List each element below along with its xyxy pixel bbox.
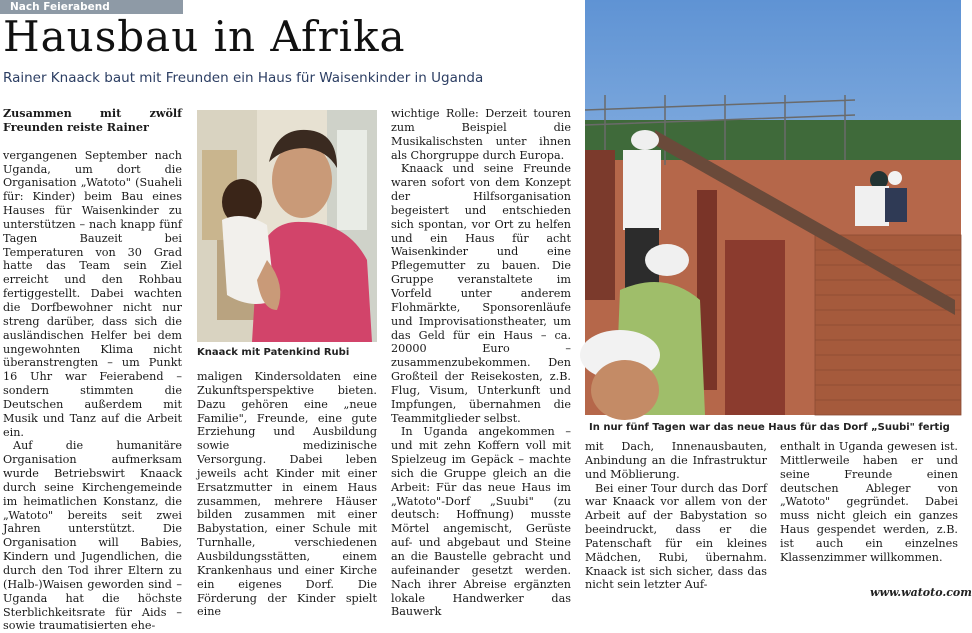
paragraph: vergangenen September nach Uganda, um dort die Organisation „Watoto" (Suaheli für: Kinder) beim Bau eines Hauses für Waisenkinder zu unterstützen – nach knapp fünf Tagen Bauzeit bei Temperaturen von 30 Grad hatte das Team sein Ziel erreicht und den Rohbau fertiggestellt. Dabei wachten die Dorfbewohner nicht nur streng darüber, dass sich die ausländischen Helfer bei dem ungewohnten Klima nicht überanstrengten – um Punkt 16 Uhr war Feierabend – sondern stimmten die Deutschen außerdem mit Musik und Tanz auf die Arbeit ein.: [3, 148, 182, 439]
paragraph: enthalt in Uganda gewesen ist. Mittlerweile haben er und seine Freunde einen deutschen Ableger von „Watoto" gegründet. Dabei muss nicht gleich ein ganzes Haus gespendet werden, z.B. ist auch ein einzelnes Klassenzimmer willkommen.: [780, 440, 958, 564]
footer-url: www.watoto.com: [870, 586, 972, 599]
column-1: [3, 107, 182, 633]
paragraph: Knaack und seine Freunde waren sofort von dem Konzept der Hilfsorganisation begeistert und entschieden sich spontan, vor Ort zu helfen und ein Haus für acht Waisenkinder und eine Pflegemutter zu bauen. Die Gruppe veranstaltete im Vorfeld unter anderem Flohmärkte, Sponsorenläufe und Improvisationstheater, um das Geld für ein Haus – ca. 20000 Euro – zusammenzubekommen. Den Großteil der Reisekosten, z.B. Flug, Visum, Unterkunft und Impfungen, übernahmen die Teammitglieder selbst.: [391, 162, 571, 425]
photo-knaack-with-child: [197, 110, 377, 342]
paragraph: Bei einer Tour durch das Dorf war Knaack vor allem von der Arbeit auf der Babystation so beeindruckt, dass er die Patenschaft für ein kleines Mädchen, Rubi, übernahm. Knaack ist sich sicher, dass das nicht sein letzter Auf-: [585, 481, 767, 592]
paragraph: Auf die humanitäre Organisation aufmerksam wurde Betriebswirt Knaack durch seine Kirchengemeinde im heimatlichen Konstanz, die „Watoto" bereits seit zwei Jahren unterstützt. Die Organisation will Babies, Kindern und Jugendlichen, die durch den Tod ihrer Eltern zu (Halb-)Waisen geworden sind – Uganda hat die höchste Sterblichkeitsrate für Aids – sowie traumatisierten ehe-: [3, 439, 182, 633]
photo2-caption: In nur fünf Tagen war das neue Haus für das Dorf „Suubi" fertig: [589, 422, 950, 433]
photo-construction-site: [585, 0, 961, 415]
subheadline: Rainer Knaack baut mit Freunden ein Haus für Waisenkinder in Uganda: [3, 70, 484, 86]
section-tag: Nach Feierabend: [0, 0, 183, 14]
column-4: [585, 440, 767, 592]
paragraph: mit Dach, Innenausbauten, Anbindung an die Infrastruktur und Möblierung.: [585, 440, 767, 481]
headline: Hausbau in Afrika: [3, 12, 406, 61]
paragraph: In Uganda angekommen – und mit zehn Koffern voll mit Spielzeug im Gepäck – machte sich die Gruppe gleich an die Arbeit: Für das neue Haus im „Watoto"-Dorf „Suubi" (zu deutsch: Hoffnung) musste Mörtel angemischt, Gerüste auf- und abgebaut und Steine an die Baustelle gebracht und aufeinander gesetzt werden. Nach ihrer Abreise ergänzten lokale Handwerker das Bauwerk: [391, 425, 571, 619]
photo1-caption: Knaack mit Patenkind Rubi: [197, 347, 350, 358]
column-5: [780, 440, 958, 565]
paragraph: Zusammen mit zwölf Freunden reiste Rainer: [3, 106, 182, 134]
paragraph: wichtige Rolle: Derzeit touren zum Beispiel die Musikalischsten unter ihnen als Chorgruppe durch Europa.: [391, 107, 571, 162]
paragraph: maligen Kindersoldaten eine Zukunftsperspektive bieten. Dazu gehören eine „neue Familie", Freunde, eine gute Erziehung und Ausbildung sowie medizinische Versorgung. Dabei leben jeweils acht Kinder mit einer Ersatzmutter in einem Haus zusammen, mehrere Häuser bilden zusammen mit einer Babystation, einer Schule mit Turnhalle, verschiedenen Ausbildungsstätten, einem Krankenhaus und einer Kirche ein eigenes Dorf. Die Förderung der Kinder spielt eine: [197, 370, 377, 619]
column-3: [391, 107, 571, 619]
column-2: [197, 370, 377, 619]
